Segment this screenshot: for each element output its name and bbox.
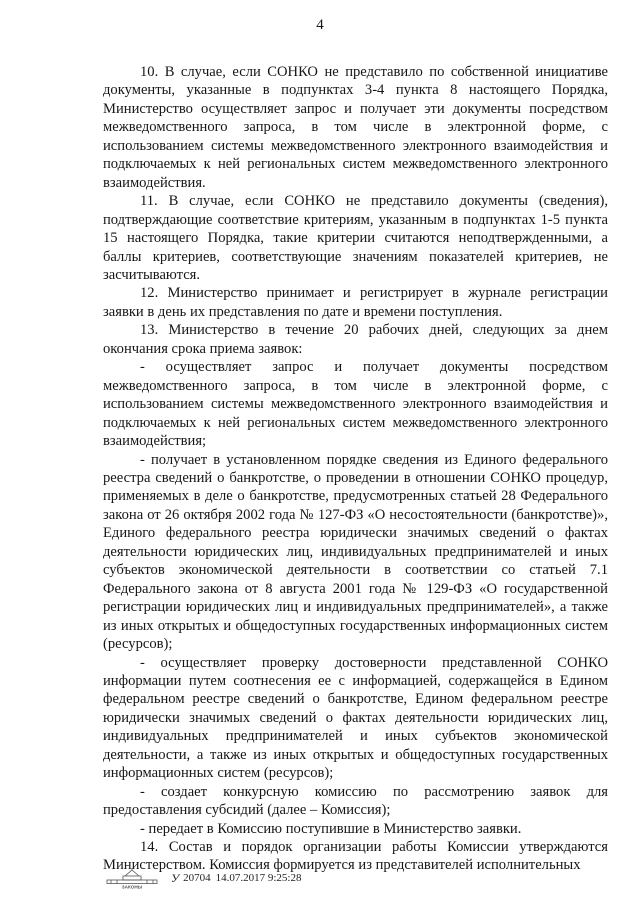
page-footer xyxy=(103,866,301,890)
list-item-verify-information: - осуществляет проверку достоверности представленной СОНКО информации путем соотнесения ее с информацией, содержащейся в Едином федеральном реестре сведений о банкротстве, Едином федеральном реестре юридически значимых сведений о фактах деятельности юридических лиц, индивидуальных предпринимателей и иных субъектов экономической деятельности, а также из иных открытых и общедоступных государственных информационных систем (ресурсов); xyxy=(103,654,608,782)
paragraph-13: 13. Министерство в течение 20 рабочих дней, следующих за днем окончания срока приема заявок: xyxy=(103,322,608,357)
list-item-create-commission: - создает конкурсную комиссию по рассмотрению заявок для предоставления субсидий (далее – Комиссия); xyxy=(103,783,608,819)
registry-logo-icon xyxy=(103,867,161,889)
paragraph-10: 10. В случае, если СОНКО не представило по собственной инициативе документы, указанные в подпунктах 3-4 пункта 8 настоящего Порядка, Министерство осуществляет запрос и получает эти документы посредством межведомственного запроса, в том числе в электронной форме, с использованием системы межведомственного электронного взаимодействия и подключаемых к ней региональных систем межведомственного электронного взаимодействия. xyxy=(103,64,608,191)
list-item-transfer-applications: - передает в Комиссию поступившие в Министерство заявки. xyxy=(140,820,522,837)
registration-stamp xyxy=(171,871,301,885)
list-item-request-documents: - осуществляет запрос и получает документы посредством межведомственного запроса, в том числе в электронной форме, с использованием системы межведомственного электронного взаимодействия и подключаемых к ней региональных систем межведомственного электронного взаимодействия; xyxy=(103,359,608,450)
stamp-mark: У xyxy=(171,871,180,885)
stamp-number: 20704 xyxy=(183,872,211,884)
page-number: 4 xyxy=(316,17,324,33)
paragraph-12: 12. Министерство принимает и регистрирует в журнале регистрации заявки в день их представления по дате и времени поступления. xyxy=(103,285,608,320)
paragraph-14: 14. Состав и порядок организации работы Комиссии утверждаются Министерством. Комиссия формируется из представителей исполнительных xyxy=(103,839,608,874)
paragraph-11: 11. В случае, если СОНКО не представило документы (сведения), подтверждающие соответствие критериям, указанным в подпунктах 1-5 пункта 15 настоящего Порядка, такие критерии считаются неподтвержденными, а баллы критериев, соответствующие значениям показателей критериев, не засчитываются. xyxy=(103,193,608,283)
list-item-bankruptcy-registry: - получает в установленном порядке сведения из Единого федерального реестра сведений о банкротстве, о проведении в отношении СОНКО процедур, применяемых в деле о банкротстве, предусмотренных статьей 28 Федерального закона от 26 октября 2002 года № 127-ФЗ «О несостоятельности (банкротстве)», Единого федерального реестра юридически значимых сведений о фактах деятельности юридических лиц, индивидуальных предпринимателей и иных субъектов экономической деятельности в соответствии со статьей 7.1 Федерального закона от 8 августа 2001 года № 129-ФЗ «О государственной регистрации юридических лиц и индивидуальных предпринимателей», а также из иных открытых и общедоступных государственных информационных систем (ресурсов); xyxy=(103,451,608,653)
logo-text: ЗАКОНЫ xyxy=(121,884,143,889)
stamp-datetime: 14.07.2017 9:25:28 xyxy=(215,872,302,884)
document-body xyxy=(103,63,608,875)
